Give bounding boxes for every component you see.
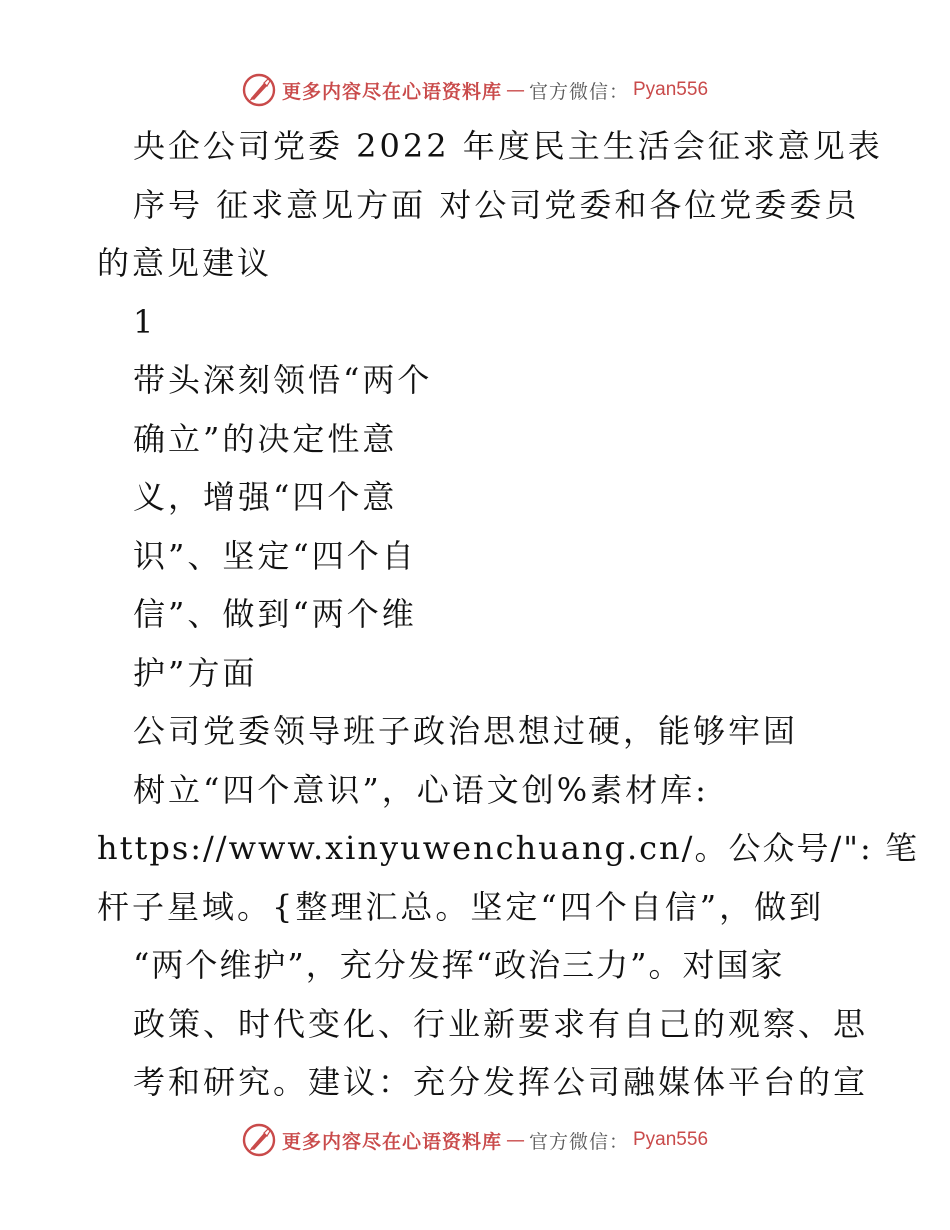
text-line: 政策、时代变化、行业新要求有自己的观察、思 (133, 1005, 869, 1043)
text-line: 带头深刻领悟“两个 (133, 361, 433, 399)
banner-separator: — (505, 79, 525, 101)
text-line: https://www.xinyuwenchuang.cn/。公众号/": 笔 (97, 829, 919, 867)
text-line: 杆子星域。{整理汇总。坚定“四个自信”，做到 (97, 888, 825, 926)
text-line: 序号 征求意见方面 对公司党委和各位党委委员 (133, 186, 860, 224)
text-line: 1 (133, 303, 157, 341)
banner-main-text: 更多内容尽在心语资料库 (281, 1130, 502, 1153)
text-line: 考和研究。建议：充分发挥公司融媒体平台的宣 (133, 1063, 869, 1101)
banner-wechat-id: Pyan556 (633, 79, 709, 100)
text-line: 确立”的决定性意 (133, 420, 398, 458)
banner-official-label: 官方微信： (528, 80, 629, 103)
text-line: 护”方面 (133, 654, 258, 692)
text-line: 识”、坚定“四个自 (133, 537, 417, 575)
text-line: 义，增强“四个意 (133, 478, 398, 516)
footer-watermark-banner (0, 1120, 950, 1160)
text-line: 信”、做到“两个维 (133, 595, 417, 633)
document-title: 央企公司党委 2022 年度民主生活会征求意见表 (133, 127, 883, 165)
banner-wechat-id: Pyan556 (633, 1129, 709, 1150)
text-line: 的意见建议 (97, 244, 273, 282)
quill-pen-logo-icon (242, 73, 276, 107)
quill-pen-logo-icon (242, 1123, 276, 1157)
text-line: 公司党委领导班子政治思想过硬，能够牢固 (133, 712, 799, 750)
text-line: 树立“四个意识”，心语文创%素材库: (133, 771, 709, 809)
header-watermark-banner (0, 70, 950, 110)
banner-main-text: 更多内容尽在心语资料库 (281, 80, 502, 103)
banner-official-label: 官方微信： (528, 1130, 629, 1153)
banner-separator: — (505, 1129, 525, 1151)
text-line: “两个维护”，充分发挥“政治三力”。对国家 (133, 946, 785, 984)
